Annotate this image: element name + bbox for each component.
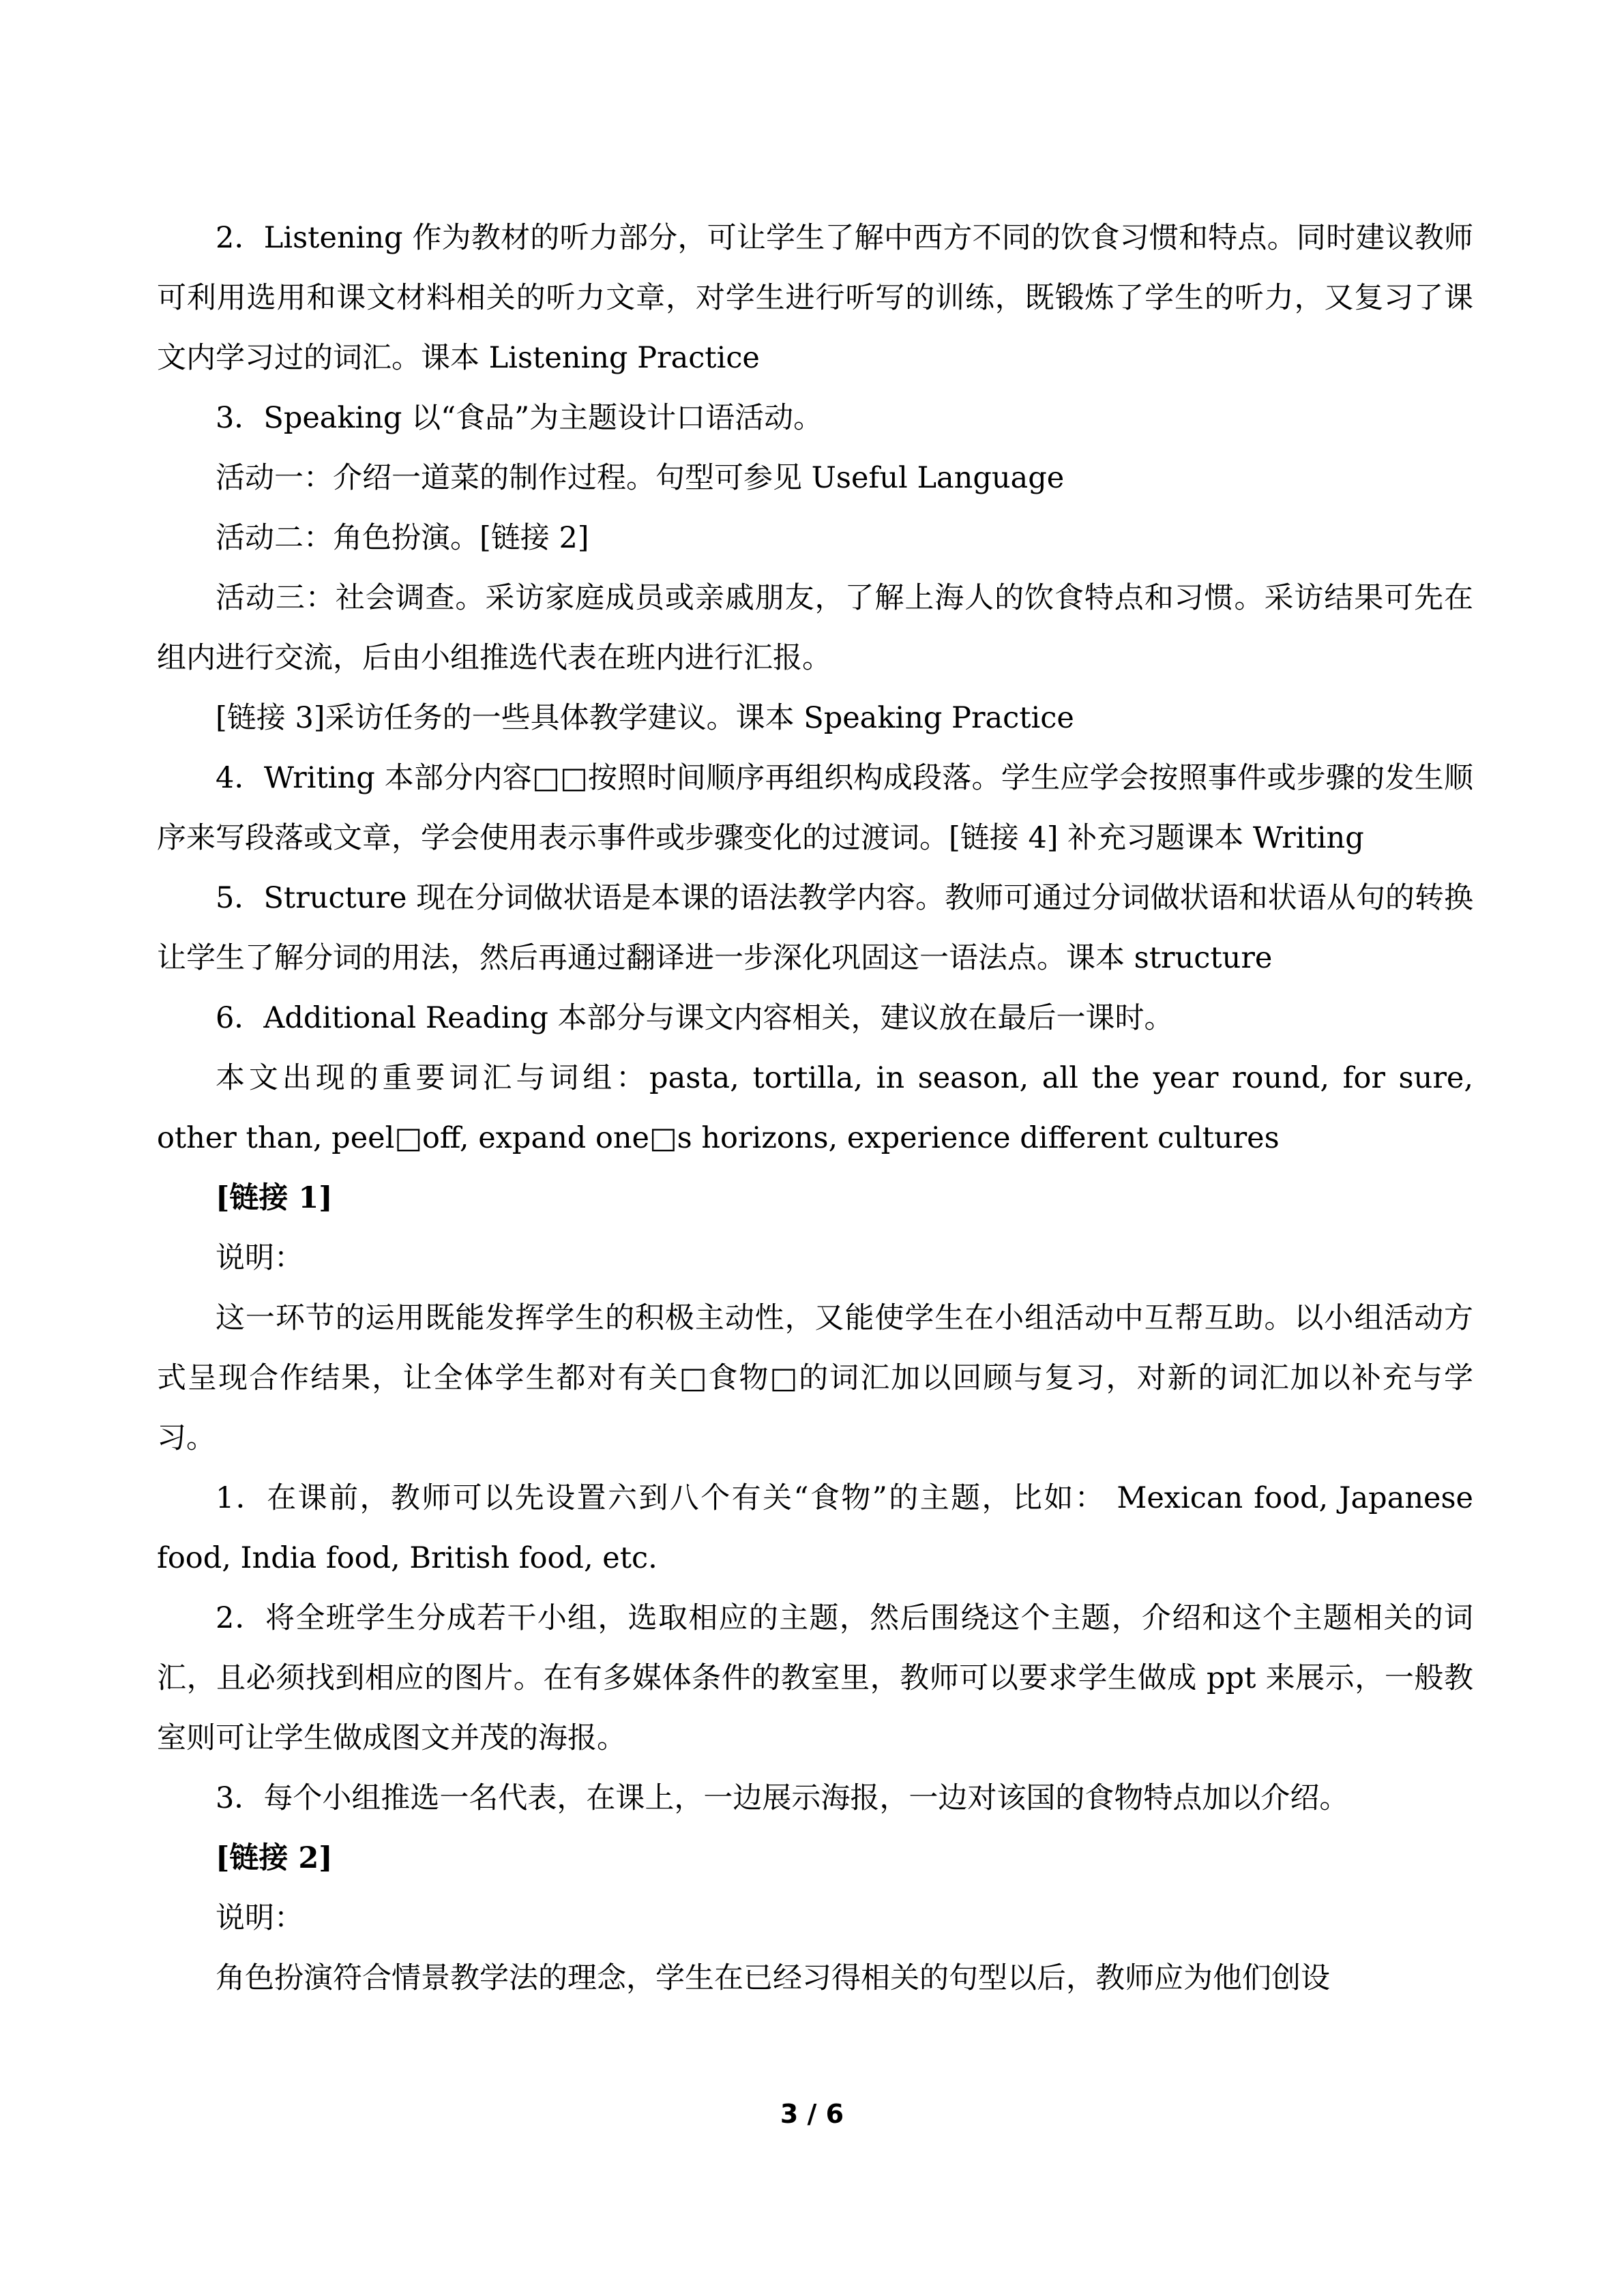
paragraph-step-3: 3．每个小组推选一名代表，在课上，一边展示海报，一边对该国的食物特点加以介绍。	[216, 1781, 1349, 1815]
paragraph-step-2: 2．将全班学生分成若干小组，选取相应的主题，然后围绕这个主题，介绍和这个主题相关的词汇，且必须找到相应的图片。在有多媒体条件的教室里，教师可以要求学生做成 ppt 来展示，一般教室则可让学生做成图文并茂的海报。	[157, 1601, 1473, 1755]
paragraph-additional-reading: 6．Additional Reading 本部分与课文内容相关，建议放在最后一课时。	[216, 1001, 1174, 1035]
paragraph-step-1: 1．在课前，教师可以先设置六到八个有关“食物”的主题，比如： Mexican food, Japanese food, India food, British food, etc.	[157, 1481, 1473, 1575]
paragraph-speaking: 3．Speaking 以“食品”为主题设计口语活动。	[216, 401, 823, 435]
paragraph-activity-1: 活动一：介绍一道菜的制作过程。句型可参见 Useful Language	[216, 461, 1065, 495]
paragraph-role-play: 角色扮演符合情景教学法的理念，学生在已经习得相关的句型以后，教师应为他们创设	[216, 1961, 1330, 1995]
paragraph-activity-3: 活动三：社会调查。采访家庭成员或亲戚朋友，了解上海人的饮食特点和习惯。采访结果可先在组内进行交流，后由小组推选代表在班内进行汇报。	[157, 581, 1473, 675]
paragraph-vocabulary: 本文出现的重要词汇与词组：pasta, tortilla, in season, all the year round, for sure, other than, peel□off, expand one□s horizons, experience different cultures	[157, 1061, 1473, 1155]
paragraph-listening: 2．Listening 作为教材的听力部分，可让学生了解中西方不同的饮食习惯和特点。同时建议教师可利用选用和课文材料相关的听力文章，对学生进行听写的训练，既锻炼了学生的听力，又复习了课文内学习过的词汇。课本 Listening Practice	[157, 221, 1473, 375]
document-body	[157, 208, 1473, 2008]
paragraph-structure: 5．Structure 现在分词做状语是本课的语法教学内容。教师可通过分词做状语和状语从句的转换让学生了解分词的用法，然后再通过翻译进一步深化巩固这一语法点。课本 structure	[157, 881, 1473, 975]
page-number: 3 / 6	[780, 2099, 844, 2129]
paragraph-note-label-2: 说明：	[216, 1901, 304, 1935]
heading-link-2: [链接 2]	[216, 1841, 333, 1875]
paragraph-writing: 4．Writing 本部分内容□□按照时间顺序再组织构成段落。学生应学会按照事件或步骤的发生顺序来写段落或文章，学会使用表示事件或步骤变化的过渡词。[链接 4] 补充习题课本 Writing	[157, 761, 1473, 855]
paragraph-link-1-description: 这一环节的运用既能发挥学生的积极主动性，又能使学生在小组活动中互帮互助。以小组活动方式呈现合作结果，让全体学生都对有关□食物□的词汇加以回顾与复习，对新的词汇加以补充与学习。	[157, 1301, 1473, 1455]
paragraph-note-label: 说明：	[216, 1241, 304, 1275]
paragraph-link-3: [链接 3]采访任务的一些具体教学建议。课本 Speaking Practice	[216, 701, 1074, 735]
paragraph-activity-2: 活动二：角色扮演。[链接 2]	[216, 521, 589, 555]
heading-link-1: [链接 1]	[216, 1181, 333, 1215]
